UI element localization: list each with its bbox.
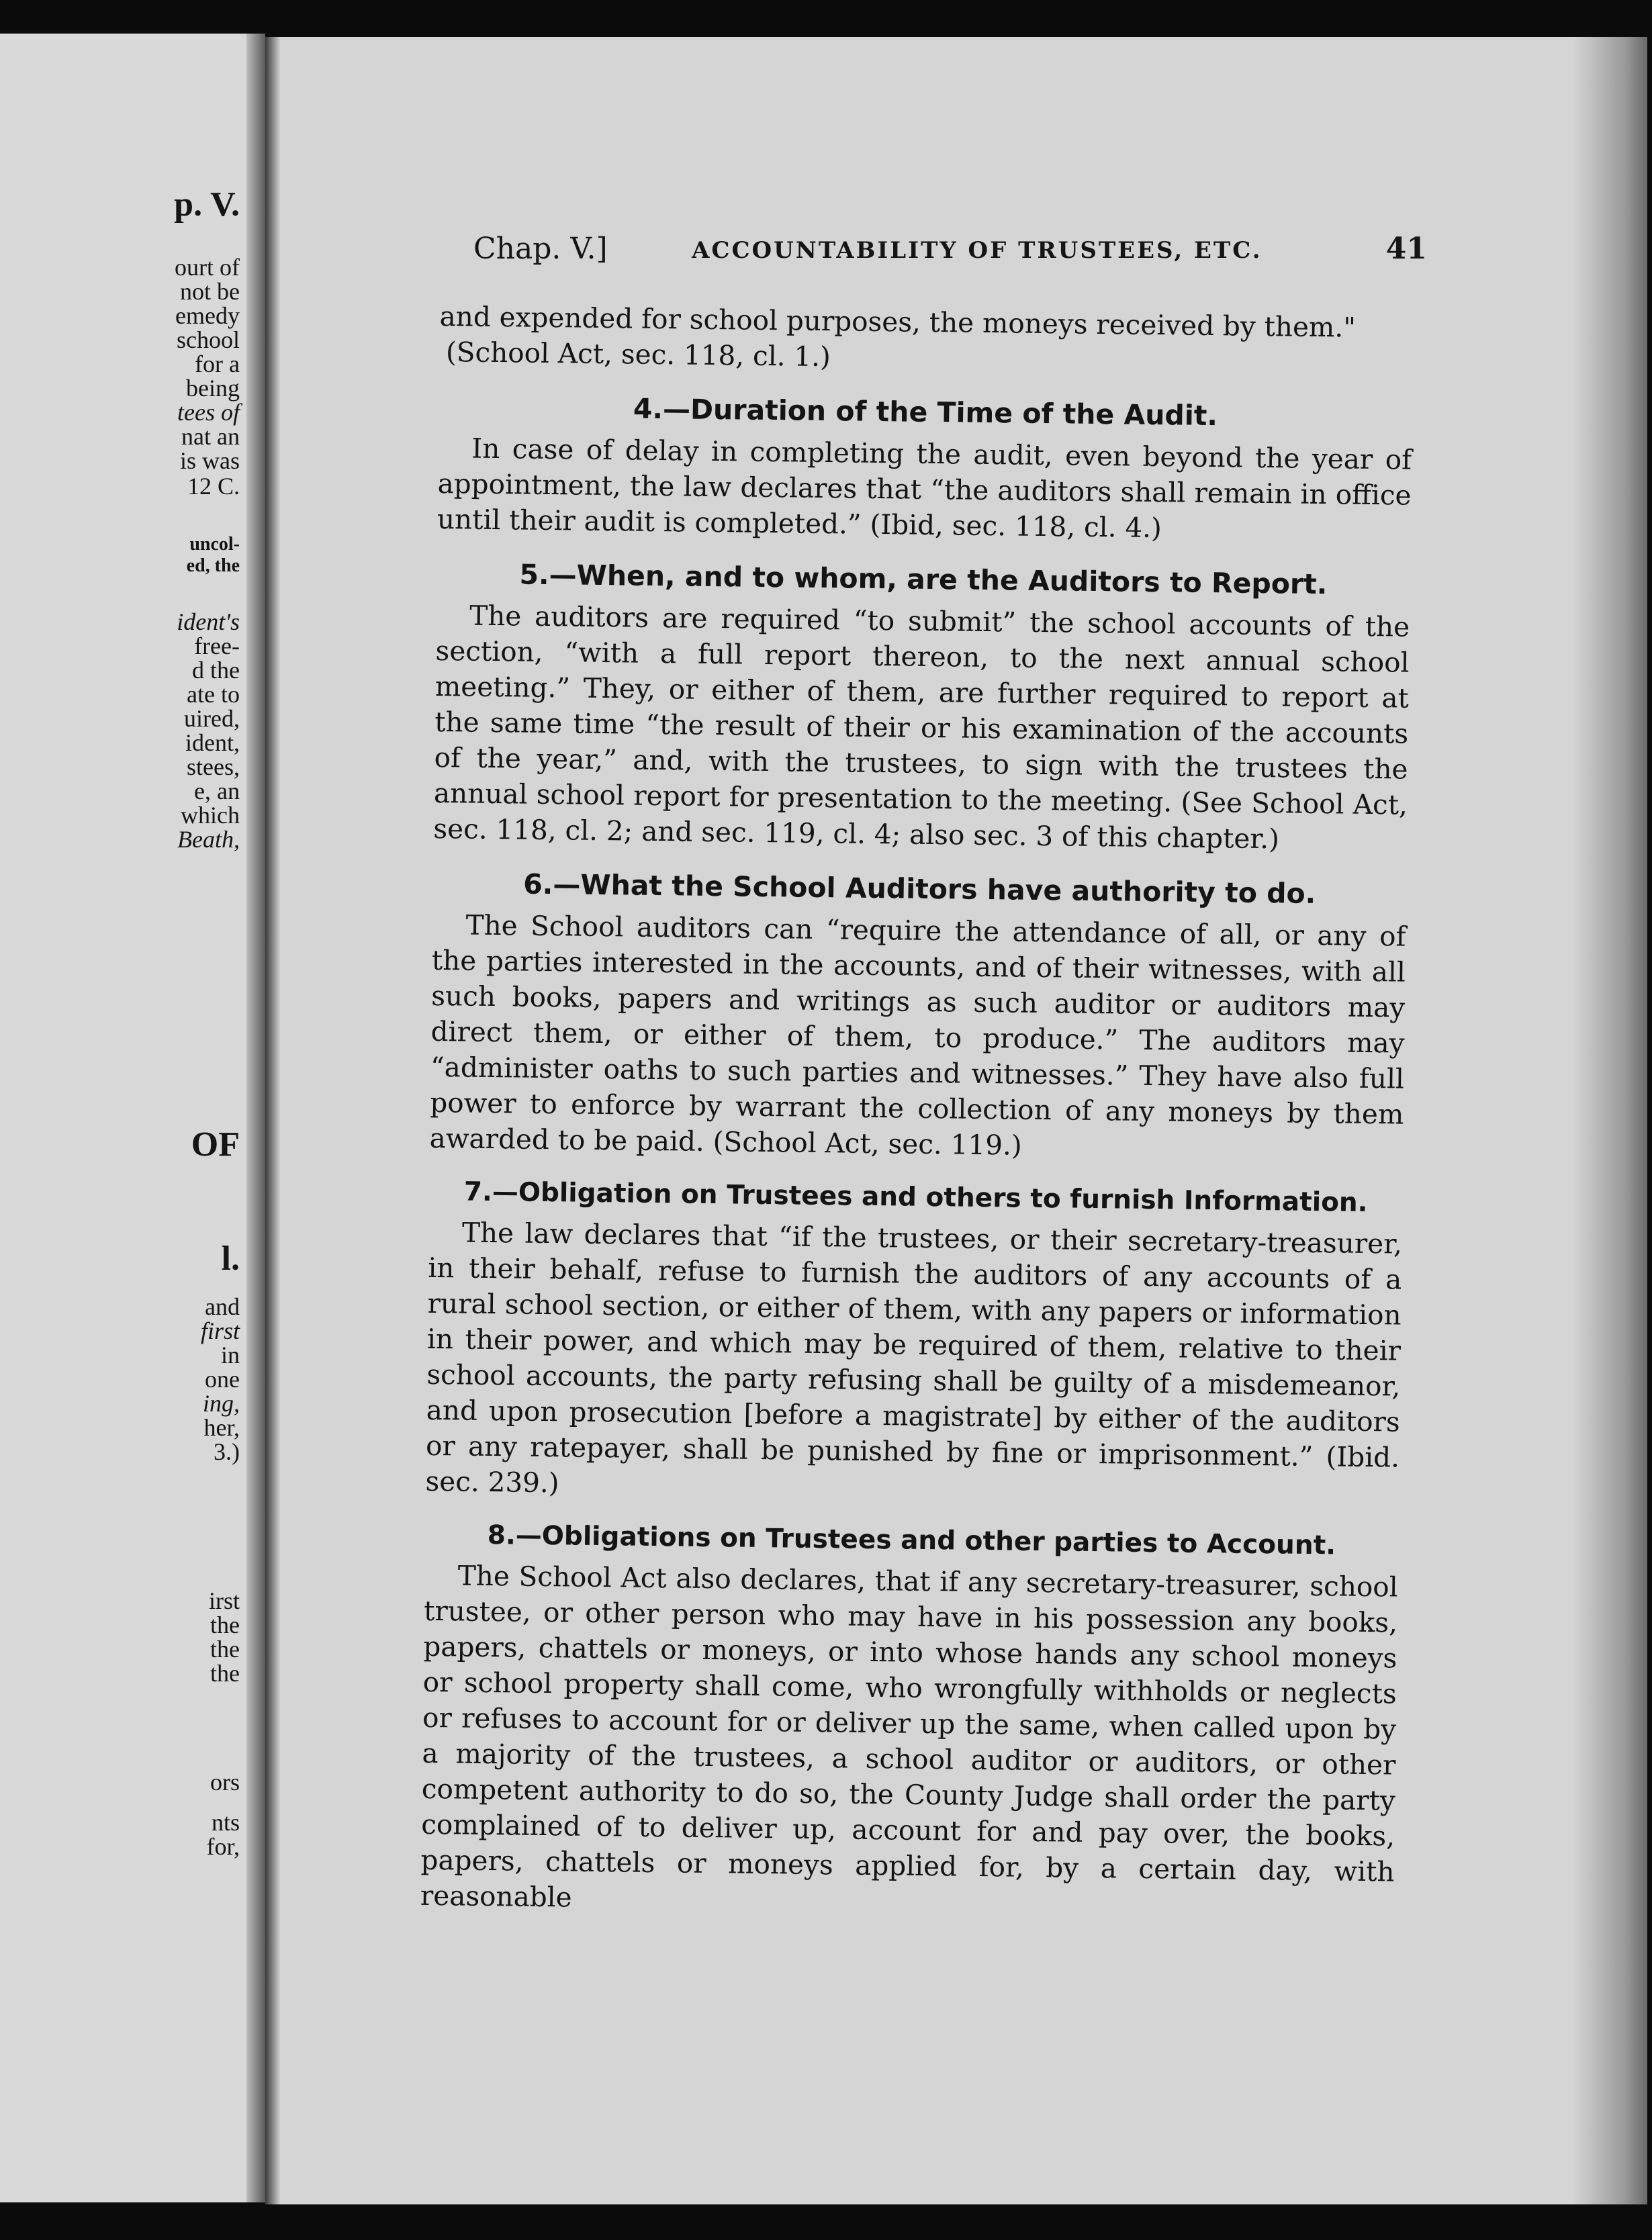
- section-5-heading: 5.—When, and to whom, are the Auditors to Report.: [519, 558, 1328, 601]
- page-spine-shadow: [265, 37, 280, 2204]
- previous-page-text-fragment: one: [205, 1366, 240, 1393]
- previous-page-text-fragment: stees,: [187, 753, 240, 780]
- previous-page-text-fragment: free-: [194, 633, 240, 659]
- previous-page-text-fragment: ate to: [187, 681, 240, 708]
- previous-page-text-fragment: ors: [210, 1769, 240, 1795]
- previous-page-text-fragment: emedy: [175, 302, 240, 329]
- previous-page-text-fragment: for a: [195, 351, 240, 377]
- previous-page-text-fragment: ing,: [202, 1390, 240, 1417]
- previous-page-text-fragment: in: [220, 1342, 240, 1368]
- previous-page-text-fragment: ident's: [177, 608, 240, 635]
- previous-page-text-fragment: ourt of: [175, 254, 240, 281]
- section-6-heading: 6.—What the School Auditors have authority to do.: [523, 868, 1316, 910]
- book-gutter: [246, 34, 265, 2202]
- running-title: ACCOUNTABILITY OF TRUSTEES, ETC.: [692, 237, 1263, 264]
- previous-page-text-fragment: not be: [180, 278, 240, 305]
- previous-page-text-fragment: first: [200, 1317, 240, 1344]
- previous-page-text-fragment: and: [205, 1293, 240, 1320]
- previous-page-text-fragment: being: [186, 375, 240, 402]
- section-4-text: In case of delay in completing the audit, even beyond the year of appointment, the law declares that “the auditors shall remain in office until their audit is completed.” (Ibid, sec. 118, cl. 4.): [437, 432, 1412, 545]
- previous-page-text-fragment: uncol-: [189, 534, 240, 555]
- previous-page-text-fragment: irst: [208, 1587, 240, 1614]
- section-6-text: The School auditors can “require the attendance of all, or any of the parties interested in the accounts, and of their witnesses, with all such books, papers and writings as such auditor or auditors may direct them, or either of them, to produce.” The auditors may “administer oaths to such parties and witnesses.” They have also full power to enforce by warrant the collection of any moneys by them awarded to be paid. (School Act, sec. 119.): [429, 908, 1406, 1162]
- previous-page-text-fragment: for,: [206, 1833, 240, 1860]
- intro-citation: (School Act, sec. 118, cl. 1.): [445, 336, 831, 373]
- previous-page-text-fragment: her,: [203, 1414, 240, 1441]
- previous-page-text-fragment: p. V.: [174, 185, 240, 224]
- section-4-heading: 4.—Duration of the Time of the Audit.: [633, 392, 1218, 432]
- section-5-text: The auditors are required “to submit” the school accounts of the section, “with a full report thereon, to the next annual school meeting.” They, or either of them, are further required to report at the same time “the result of their or his examination of the accounts of the year,” and, with the trustees, to sign with the trustees the annual school report for presentation to the meeting. (See School Act, sec. 118, cl. 2; and sec. 119, cl. 4; also sec. 3 of this chapter.): [433, 599, 1410, 855]
- page-edge-shadow: [1573, 37, 1647, 2204]
- intro-line: and expended for school purposes, the moneys received by them.": [439, 299, 1357, 344]
- previous-page-text-fragment: uired,: [184, 705, 240, 732]
- section-7-heading: 7.—Obligation on Trustees and others to furnish Information.: [463, 1176, 1368, 1218]
- previous-page-text-fragment: the: [210, 1612, 240, 1638]
- page-number: 41: [1385, 232, 1427, 266]
- previous-page-text-fragment: 3.): [214, 1438, 240, 1465]
- section-7-text: The law declares that “if the trustees, or their secretary-treasurer, in their behalf, refuse to furnish the auditors of any accounts of a rural school section, or either of them, with any papers or information in their power, and which may be required of them, relative to their school accounts, the party refusing shall be guilty of a misdemeanor, and upon prosecution [before a magistrate] by either of the auditors or any ratepayer, shall be punished by fine or imprisonment.” (Ibid. sec. 239.): [425, 1216, 1403, 1499]
- page-body: [420, 299, 1414, 1926]
- chapter-label: Chap. V.]: [473, 232, 608, 266]
- previous-page-text-fragment: which: [181, 802, 240, 829]
- previous-page-text-fragment: the: [210, 1636, 240, 1663]
- previous-page-text-fragment: school: [177, 326, 240, 353]
- previous-page-text-fragment: tees of: [177, 399, 240, 426]
- section-8-text: The School Act also declares, that if any secretary-treasurer, school trustee, or other person who may have in his possession any books, papers, chattels or moneys, or into whose hands any school moneys or school property shall come, who wrongfully withholds or neglects or refuses to account for or deliver up the same, when called upon by a majority of the trustees, a school auditor or auditors, or other competent authority to do so, the County Judge shall order the party complained of to deliver up, account for and pay over, the books, papers, chattels or moneys applied for, by a certain day, with reasonable: [420, 1559, 1398, 1914]
- section-8-heading: 8.—Obligations on Trustees and other parties to Account.: [487, 1520, 1336, 1561]
- previous-page-text-fragment: nts: [211, 1809, 240, 1836]
- previous-page-text-fragment: the: [210, 1660, 240, 1687]
- previous-page-text-fragment: Beath,: [177, 826, 240, 853]
- previous-page-text-fragment: is was: [180, 447, 240, 474]
- previous-page-text-fragment: OF: [191, 1125, 240, 1164]
- previous-page-text-fragment: nat an: [181, 423, 240, 450]
- previous-page-text-fragment: e, an: [194, 778, 240, 804]
- previous-page-text-fragment: 12 C.: [187, 473, 240, 500]
- previous-page-text-fragment: ed, the: [186, 555, 240, 576]
- previous-page-fragment: [0, 34, 265, 2202]
- previous-page-text-fragment: ident,: [185, 729, 240, 756]
- running-head: [473, 232, 1427, 285]
- previous-page-text-fragment: l.: [221, 1240, 240, 1278]
- previous-page-text-fragment: d the: [192, 657, 240, 684]
